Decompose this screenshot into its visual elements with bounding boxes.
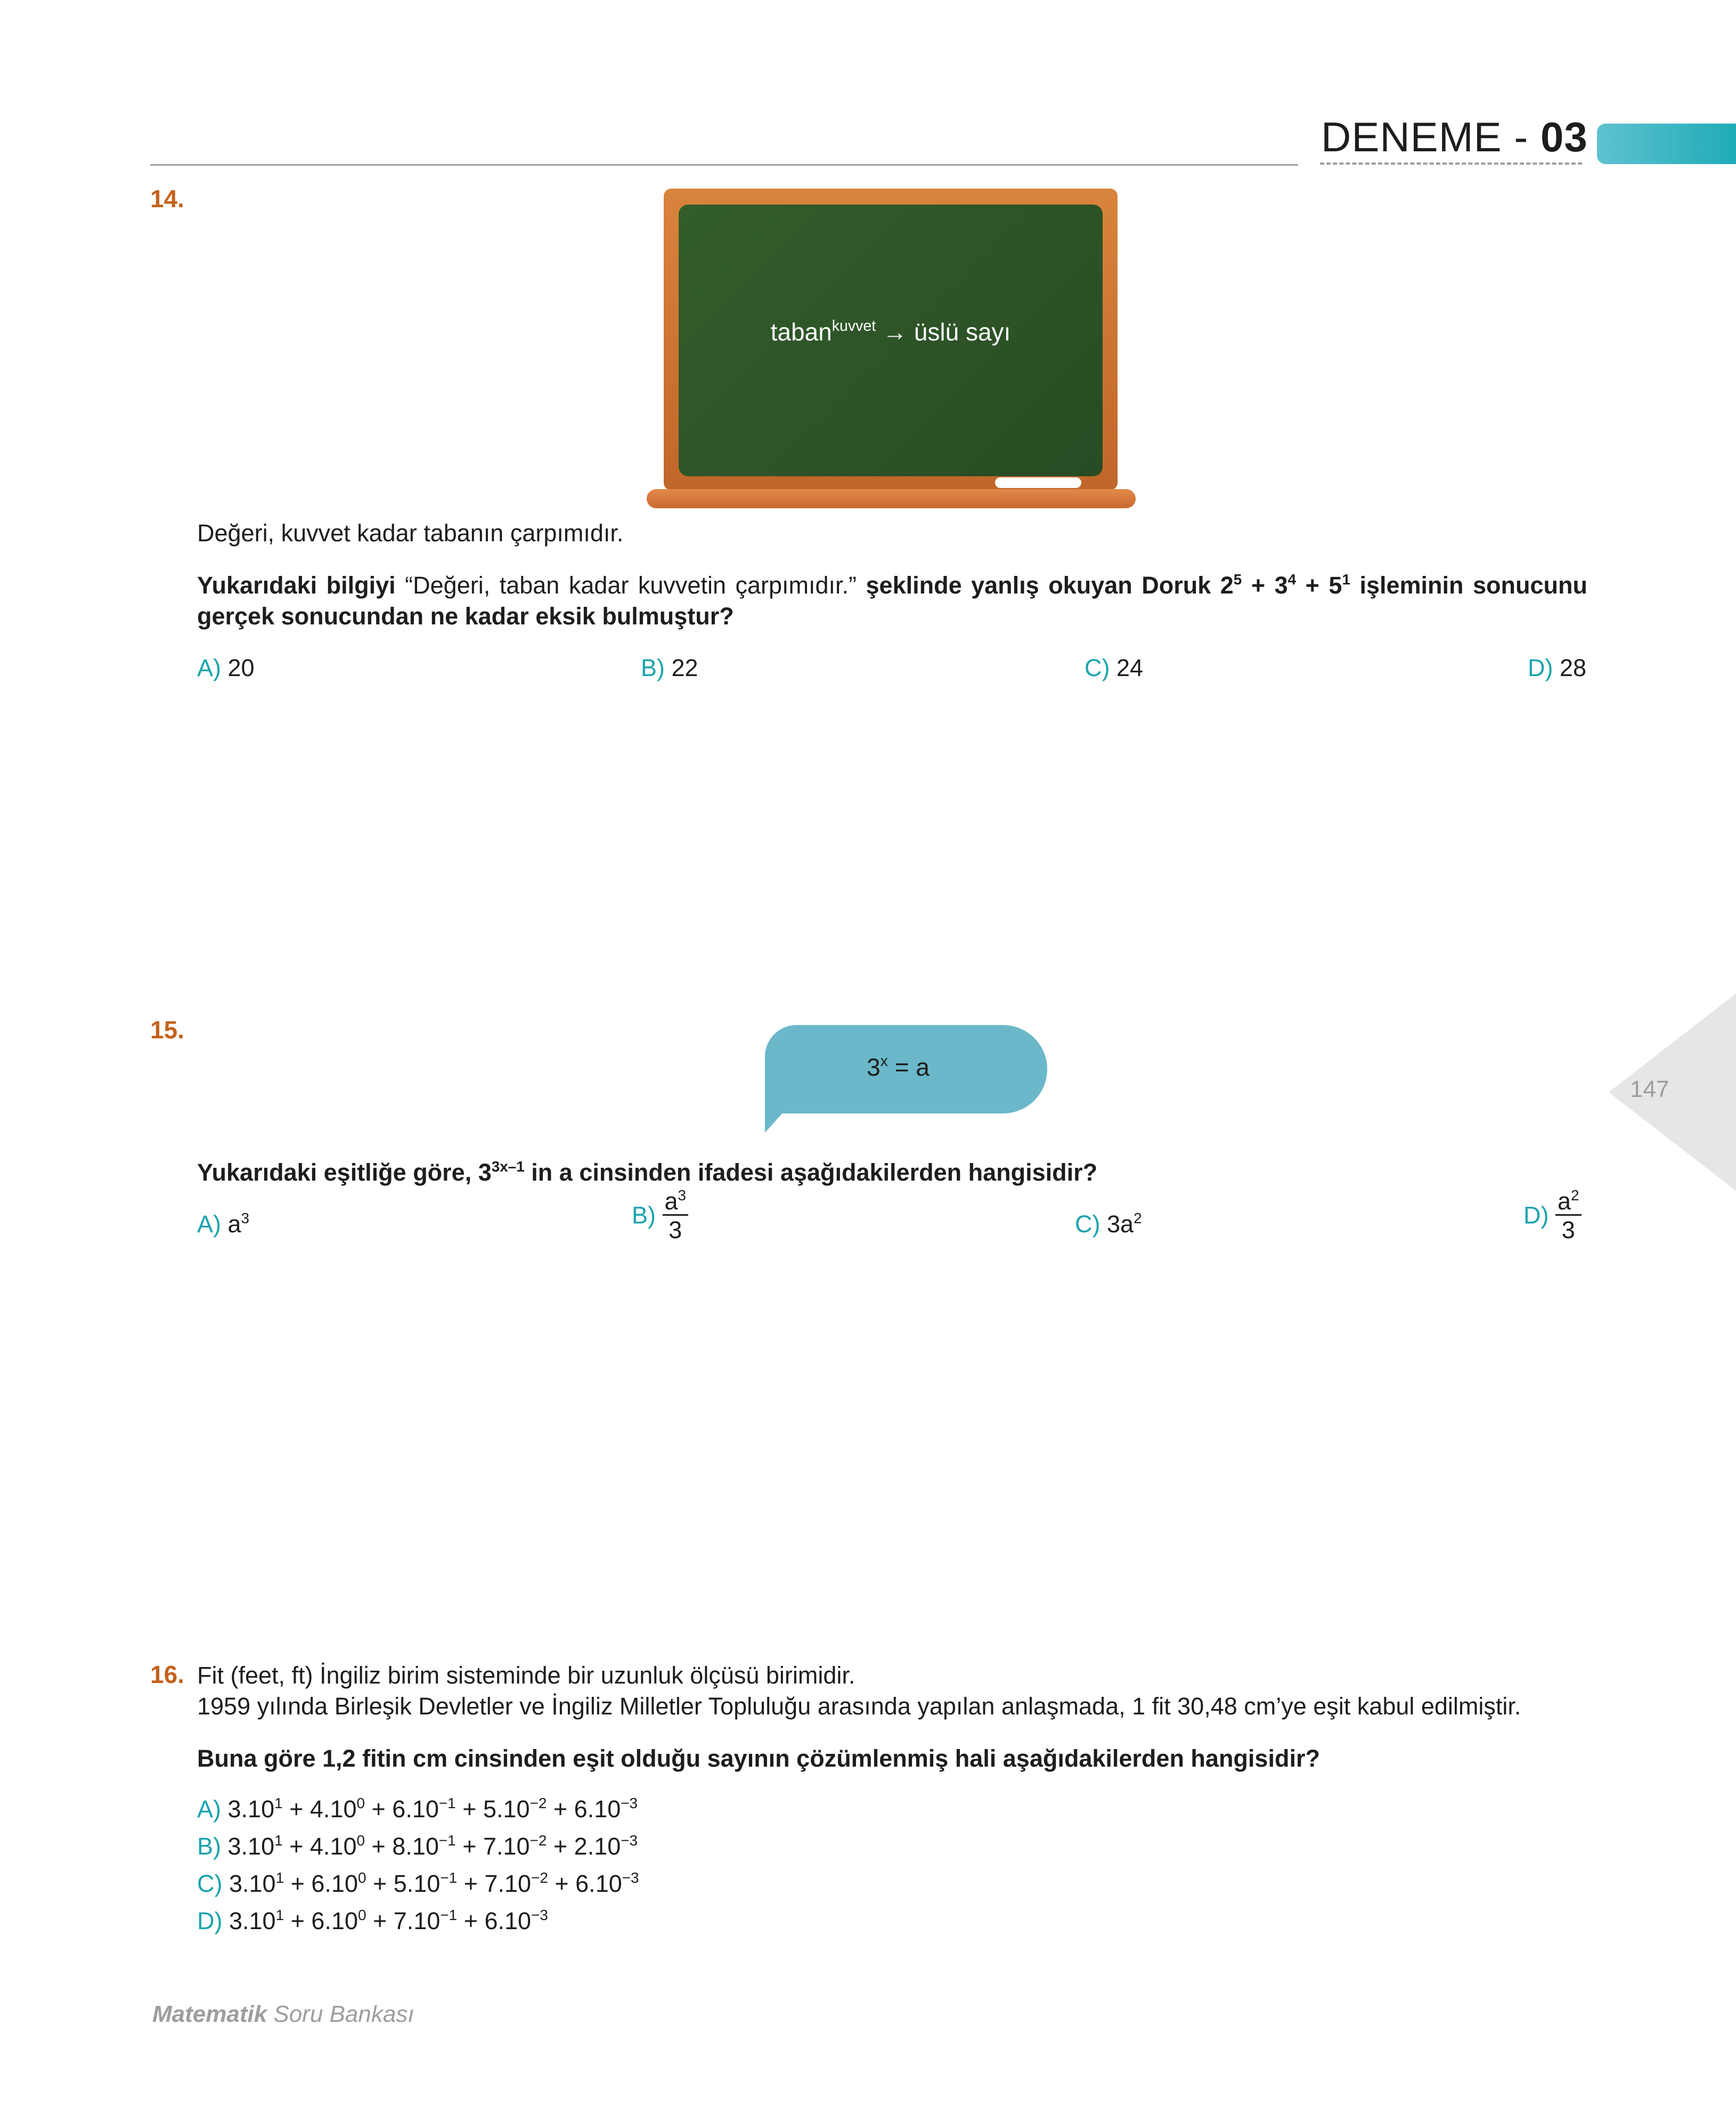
option-base: a <box>227 1210 241 1238</box>
page-title <box>1321 113 1588 161</box>
option-letter: A) <box>197 1795 221 1823</box>
question-15-number: 15. <box>150 1016 184 1044</box>
q14-text-part: + 3 <box>1242 572 1288 599</box>
chalk-icon <box>995 477 1081 488</box>
speech-bubble-text <box>765 1053 1031 1082</box>
page-number: 147 <box>1630 1076 1669 1102</box>
term-exp: 0 <box>356 1794 365 1811</box>
q14-quote: “Değeri, taban kadar kuvvetin çarpımıdır.” <box>405 572 857 599</box>
term-exp: −2 <box>531 1869 548 1886</box>
bubble-exponent: x <box>880 1053 888 1070</box>
question-14-number: 14. <box>150 185 184 213</box>
term: + 4.10 <box>282 1833 357 1860</box>
q14-text-part: + 5 <box>1296 572 1342 599</box>
option-letter: B) <box>632 1201 656 1229</box>
blackboard-ledge <box>647 489 1136 508</box>
option-value: 22 <box>671 654 698 681</box>
numerator-base: a <box>664 1188 678 1215</box>
option-value: 20 <box>227 654 255 681</box>
term: + 7.10 <box>457 1870 532 1897</box>
term-exp: −1 <box>438 1794 456 1811</box>
fraction-denominator: 3 <box>1561 1216 1575 1243</box>
option-exp: 2 <box>1134 1209 1142 1226</box>
term: + 6.10 <box>457 1907 532 1934</box>
term: + 7.10 <box>455 1833 530 1860</box>
q15-text-part: in a cinsinden ifadesi aşağıdakilerden hangisidir? <box>524 1159 1098 1186</box>
option-letter: B) <box>197 1833 221 1860</box>
q16-option-b[interactable] <box>197 1833 638 1860</box>
title-prefix: DENEME - <box>1321 113 1541 160</box>
term-exp: 0 <box>357 1906 366 1923</box>
question-14-info: Değeri, kuvvet kadar tabanın çarpımıdır. <box>197 519 624 547</box>
board-exponent: kuvvet <box>832 318 876 335</box>
option-letter: C) <box>197 1870 223 1897</box>
header-dashed-rule <box>1320 162 1582 165</box>
term-exp: −2 <box>529 1832 547 1849</box>
term: + 5.10 <box>455 1795 530 1823</box>
term-exp: −1 <box>438 1832 456 1849</box>
term: + 5.10 <box>366 1870 441 1897</box>
term-exp: 0 <box>357 1869 366 1886</box>
term-exp: −3 <box>622 1869 639 1886</box>
term-exp: 1 <box>274 1794 283 1811</box>
numerator-base: a <box>1558 1188 1571 1215</box>
question-15-text <box>197 1157 1587 1188</box>
question-16-line-2: 1959 yılında Birleşik Devletler ve İngiliz Milletler Topluluğu arasında yapılan anlaşmada, 1 fit 30,48 cm’ye eşit kabul edilmiştir. <box>197 1693 1521 1720</box>
q15-option-c[interactable] <box>1075 1210 1142 1238</box>
numerator-exp: 2 <box>1571 1186 1579 1204</box>
header-rule <box>150 164 1298 166</box>
term: + 4.10 <box>282 1795 357 1823</box>
term-exp: −1 <box>440 1906 458 1923</box>
board-rest: → üslü sayı <box>876 318 1011 346</box>
q14-exp: 4 <box>1287 571 1297 588</box>
question-16-text: Buna göre 1,2 fitin cm cinsinden eşit olduğu sayının çözümlenmiş hali aşağıdakilerden hangisidir? <box>197 1745 1320 1772</box>
header-accent-tab <box>1597 124 1736 164</box>
q16-option-d[interactable] <box>197 1907 548 1935</box>
question-16-line-1: Fit (feet, ft) İngiliz birim sisteminde bir uzunluk ölçüsü birimidir. <box>197 1662 855 1689</box>
question-16-number: 16. <box>150 1661 184 1688</box>
term-exp: −2 <box>529 1794 547 1811</box>
option-letter: C) <box>1085 654 1110 681</box>
term: + 6.10 <box>547 1795 621 1823</box>
q14-text-part: şeklinde yanlış okuyan Doruk 2 <box>857 572 1234 599</box>
fraction-numerator <box>663 1186 689 1216</box>
blackboard-text <box>679 318 1103 346</box>
fraction-denominator: 3 <box>669 1216 682 1243</box>
option-letter: A) <box>197 1210 221 1238</box>
term: + 7.10 <box>366 1907 441 1934</box>
bubble-base: 3 <box>867 1053 881 1081</box>
term-exp: −3 <box>621 1832 638 1849</box>
option-letter: D) <box>1523 1201 1549 1229</box>
footer-book-title <box>152 2001 414 2028</box>
fraction <box>663 1186 689 1243</box>
option-base: 3a <box>1107 1210 1134 1238</box>
option-letter: A) <box>197 654 221 681</box>
term-exp: 1 <box>274 1832 283 1849</box>
q14-exp: 5 <box>1233 571 1242 588</box>
q14-exp: 1 <box>1342 571 1350 588</box>
term-exp: 0 <box>356 1832 365 1849</box>
option-value: 24 <box>1116 654 1144 681</box>
option-letter: C) <box>1075 1210 1101 1238</box>
q14-text-part: Yukarıdaki bilgiyi <box>197 572 405 599</box>
q14-text-part: işleminin sonucunu gerçek sonucundan ne kadar eksik bulmuştur? <box>197 572 1588 630</box>
footer-book: Soru Bankası <box>267 2001 414 2027</box>
fraction-numerator <box>1555 1186 1582 1216</box>
title-number: 03 <box>1541 113 1588 160</box>
term-exp: −3 <box>531 1906 548 1923</box>
term: + 6.10 <box>365 1795 439 1823</box>
option-exp: 3 <box>241 1209 250 1226</box>
term: 3.10 <box>229 1907 276 1934</box>
option-value: 28 <box>1560 654 1587 681</box>
term-exp: −1 <box>440 1869 458 1886</box>
term: + 6.10 <box>284 1870 358 1897</box>
term-exp: 1 <box>275 1869 284 1886</box>
q14-option-c[interactable] <box>1085 654 1143 682</box>
q15-option-a[interactable] <box>197 1210 249 1238</box>
term: 3.10 <box>227 1795 275 1823</box>
term: 3.10 <box>229 1870 276 1897</box>
board-base: taban <box>770 318 832 346</box>
term: + 2.10 <box>547 1833 621 1860</box>
q15-exp: 3x–1 <box>491 1158 525 1175</box>
question-14-text <box>197 570 1587 632</box>
term: + 8.10 <box>365 1833 439 1860</box>
term: 3.10 <box>227 1833 275 1860</box>
page-number-tab <box>1609 993 1736 1191</box>
term-exp: −3 <box>621 1794 638 1811</box>
q15-option-d[interactable] <box>1523 1186 1582 1243</box>
bubble-rest: = a <box>887 1053 930 1081</box>
q14-option-d[interactable] <box>1528 654 1586 682</box>
option-letter: D) <box>1528 654 1553 681</box>
numerator-exp: 3 <box>678 1186 687 1204</box>
footer-subject: Matematik <box>152 2001 267 2027</box>
term-exp: 1 <box>275 1906 284 1923</box>
option-letter: B) <box>641 654 665 681</box>
speech-bubble-tail <box>765 1111 784 1133</box>
q14-option-b[interactable] <box>641 654 698 682</box>
option-letter: D) <box>197 1907 223 1934</box>
fraction <box>1555 1186 1582 1243</box>
term: + 6.10 <box>548 1870 622 1897</box>
q15-option-b[interactable] <box>632 1186 688 1243</box>
q15-text-part: Yukarıdaki eşitliğe göre, 3 <box>197 1159 492 1186</box>
q14-option-a[interactable] <box>197 654 255 682</box>
q16-option-c[interactable] <box>197 1870 639 1898</box>
q16-option-a[interactable] <box>197 1795 638 1823</box>
term: + 6.10 <box>284 1907 358 1934</box>
